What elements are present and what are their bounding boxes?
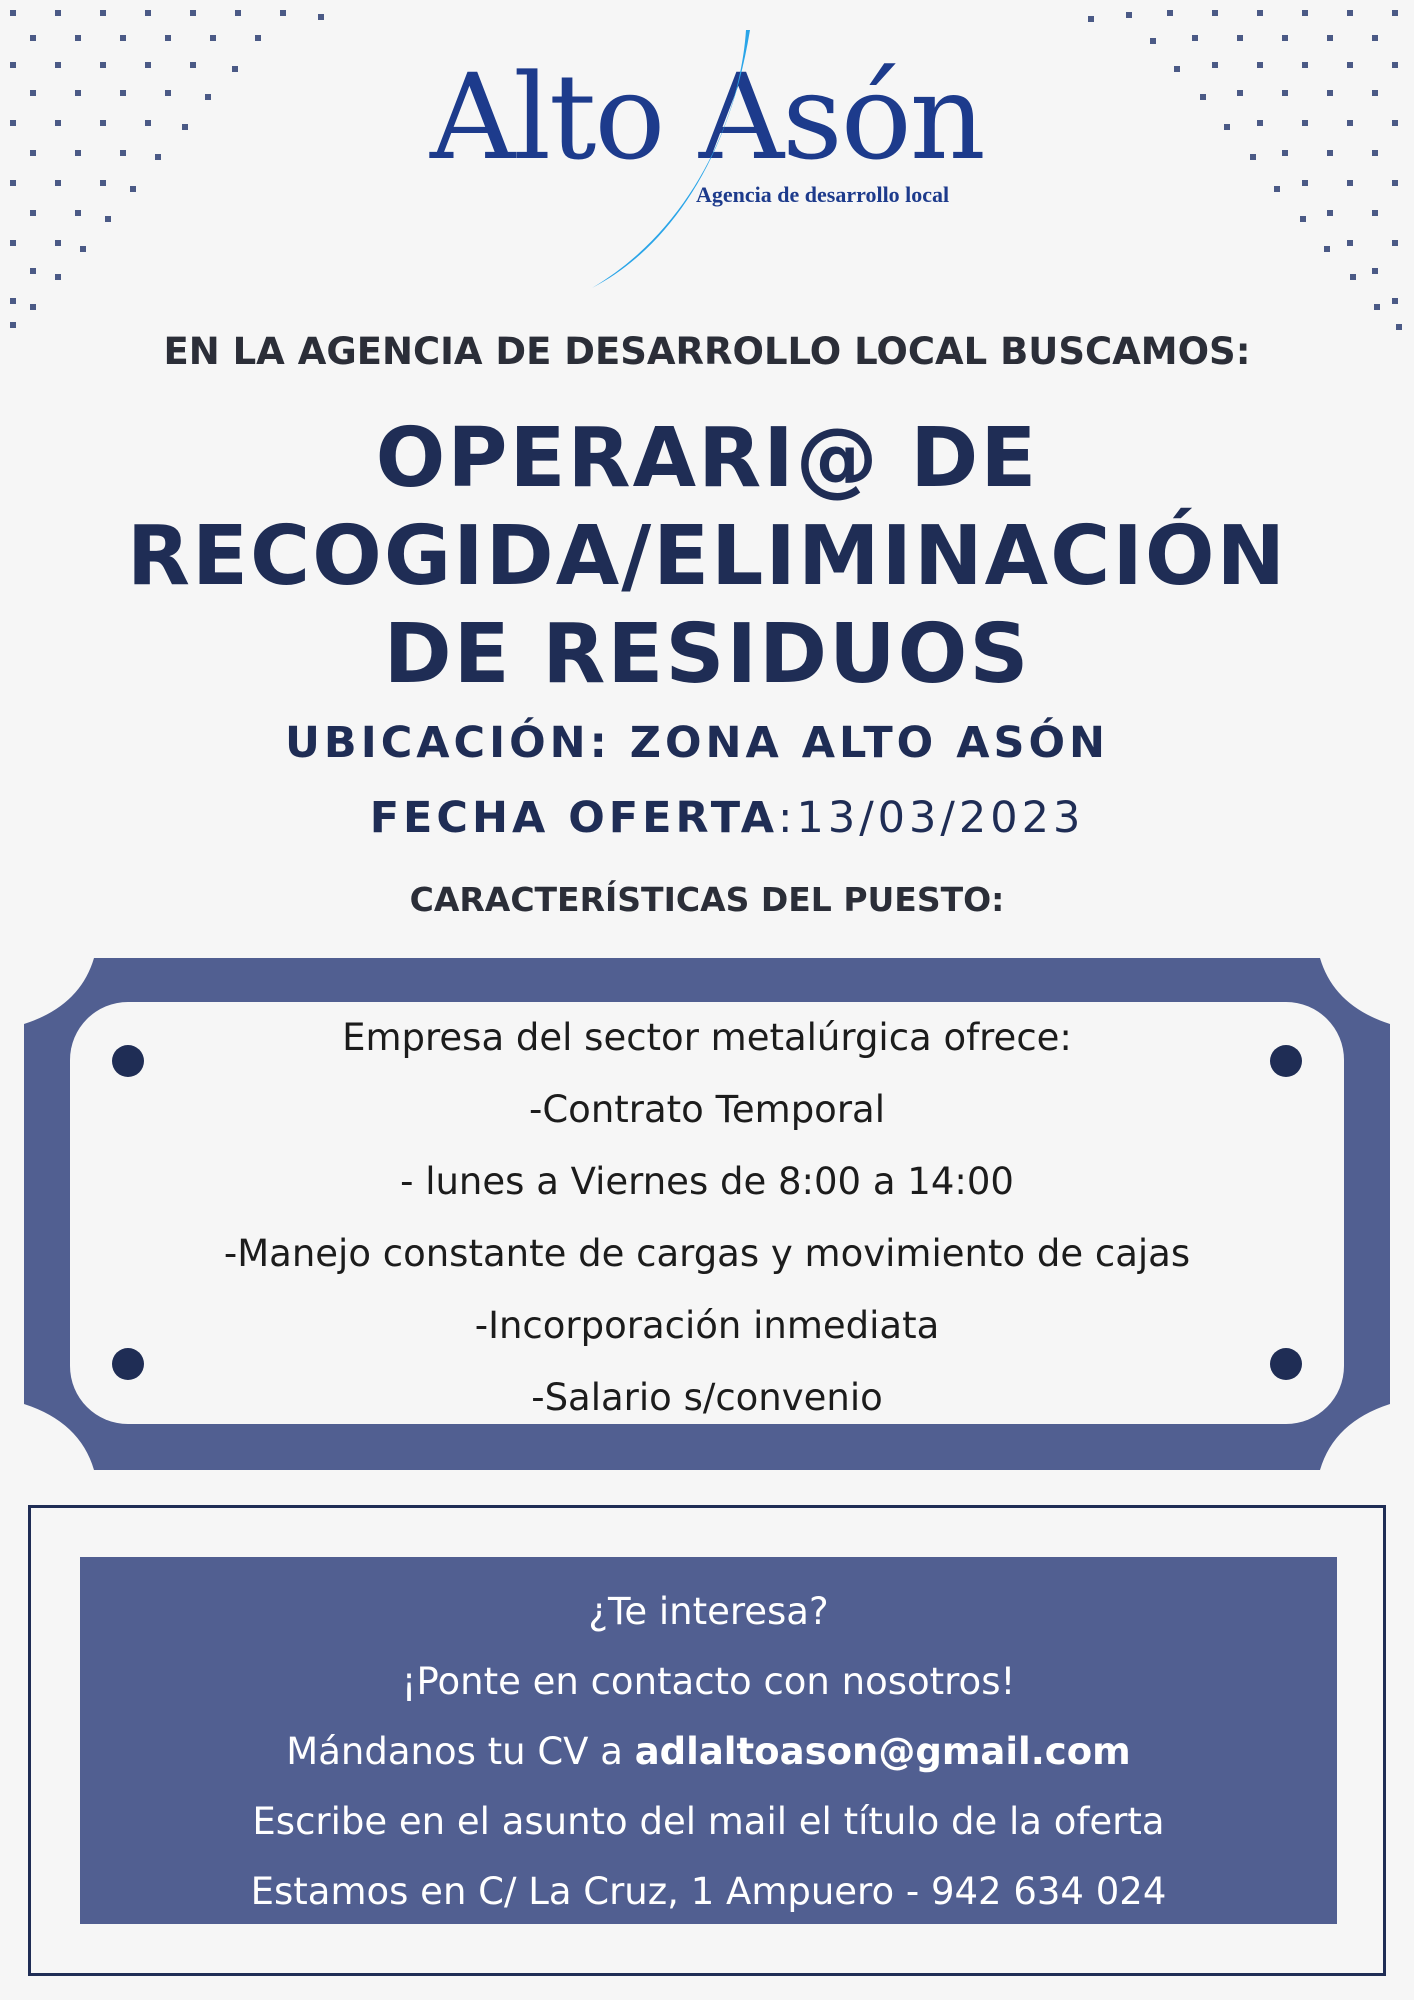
contact-call-to-action: ¡Ponte en contacto con nosotros! bbox=[401, 1660, 1016, 1703]
offer-date-label: FECHA OFERTA bbox=[369, 793, 778, 843]
offer-date bbox=[0, 793, 1414, 843]
alto-ason-logo bbox=[0, 0, 1414, 310]
contact-address: Estamos en C/ La Cruz, 1 Ampuero - 942 634 024 bbox=[250, 1870, 1167, 1913]
swoosh-icon bbox=[0, 0, 1414, 310]
job-title-line: OPERARI@ DE bbox=[375, 411, 1039, 506]
features-list bbox=[70, 1002, 1344, 1424]
contact-email-link[interactable]: adlaltoason@gmail.com bbox=[634, 1730, 1131, 1773]
feature-item: -Salario s/convenio bbox=[531, 1376, 883, 1419]
logo-wordmark: Alto Asón bbox=[430, 48, 984, 186]
offer-date-value: :13/03/2023 bbox=[777, 793, 1085, 843]
logo-tagline: Agencia de desarrollo local bbox=[696, 182, 950, 207]
contact-send-cv-text: Mándanos tu CV a bbox=[286, 1730, 635, 1773]
feature-item: -Incorporación inmediata bbox=[474, 1304, 940, 1347]
contact-subject-instruction: Escribe en el asunto del mail el título de la oferta bbox=[252, 1800, 1165, 1843]
features-heading: CARACTERÍSTICAS DEL PUESTO: bbox=[409, 880, 1005, 919]
contact-send-cv bbox=[80, 1717, 1337, 1787]
location: UBICACIÓN: ZONA ALTO ASÓN bbox=[285, 718, 1109, 768]
contact-question: ¿Te interesa? bbox=[588, 1590, 829, 1633]
job-title bbox=[0, 410, 1414, 704]
feature-item: - lunes a Viernes de 8:00 a 14:00 bbox=[400, 1160, 1014, 1203]
feature-item: -Manejo constante de cargas y movimiento de cajas bbox=[223, 1232, 1191, 1275]
contact-panel bbox=[80, 1557, 1337, 1924]
intro-heading: EN LA AGENCIA DE DESARROLLO LOCAL BUSCAMOS: bbox=[163, 330, 1251, 373]
feature-item: -Contrato Temporal bbox=[529, 1088, 885, 1131]
feature-item: Empresa del sector metalúrgica ofrece: bbox=[342, 1016, 1072, 1059]
job-title-line: RECOGIDA/ELIMINACIÓN bbox=[126, 509, 1288, 604]
job-title-line: DE RESIDUOS bbox=[383, 607, 1031, 702]
